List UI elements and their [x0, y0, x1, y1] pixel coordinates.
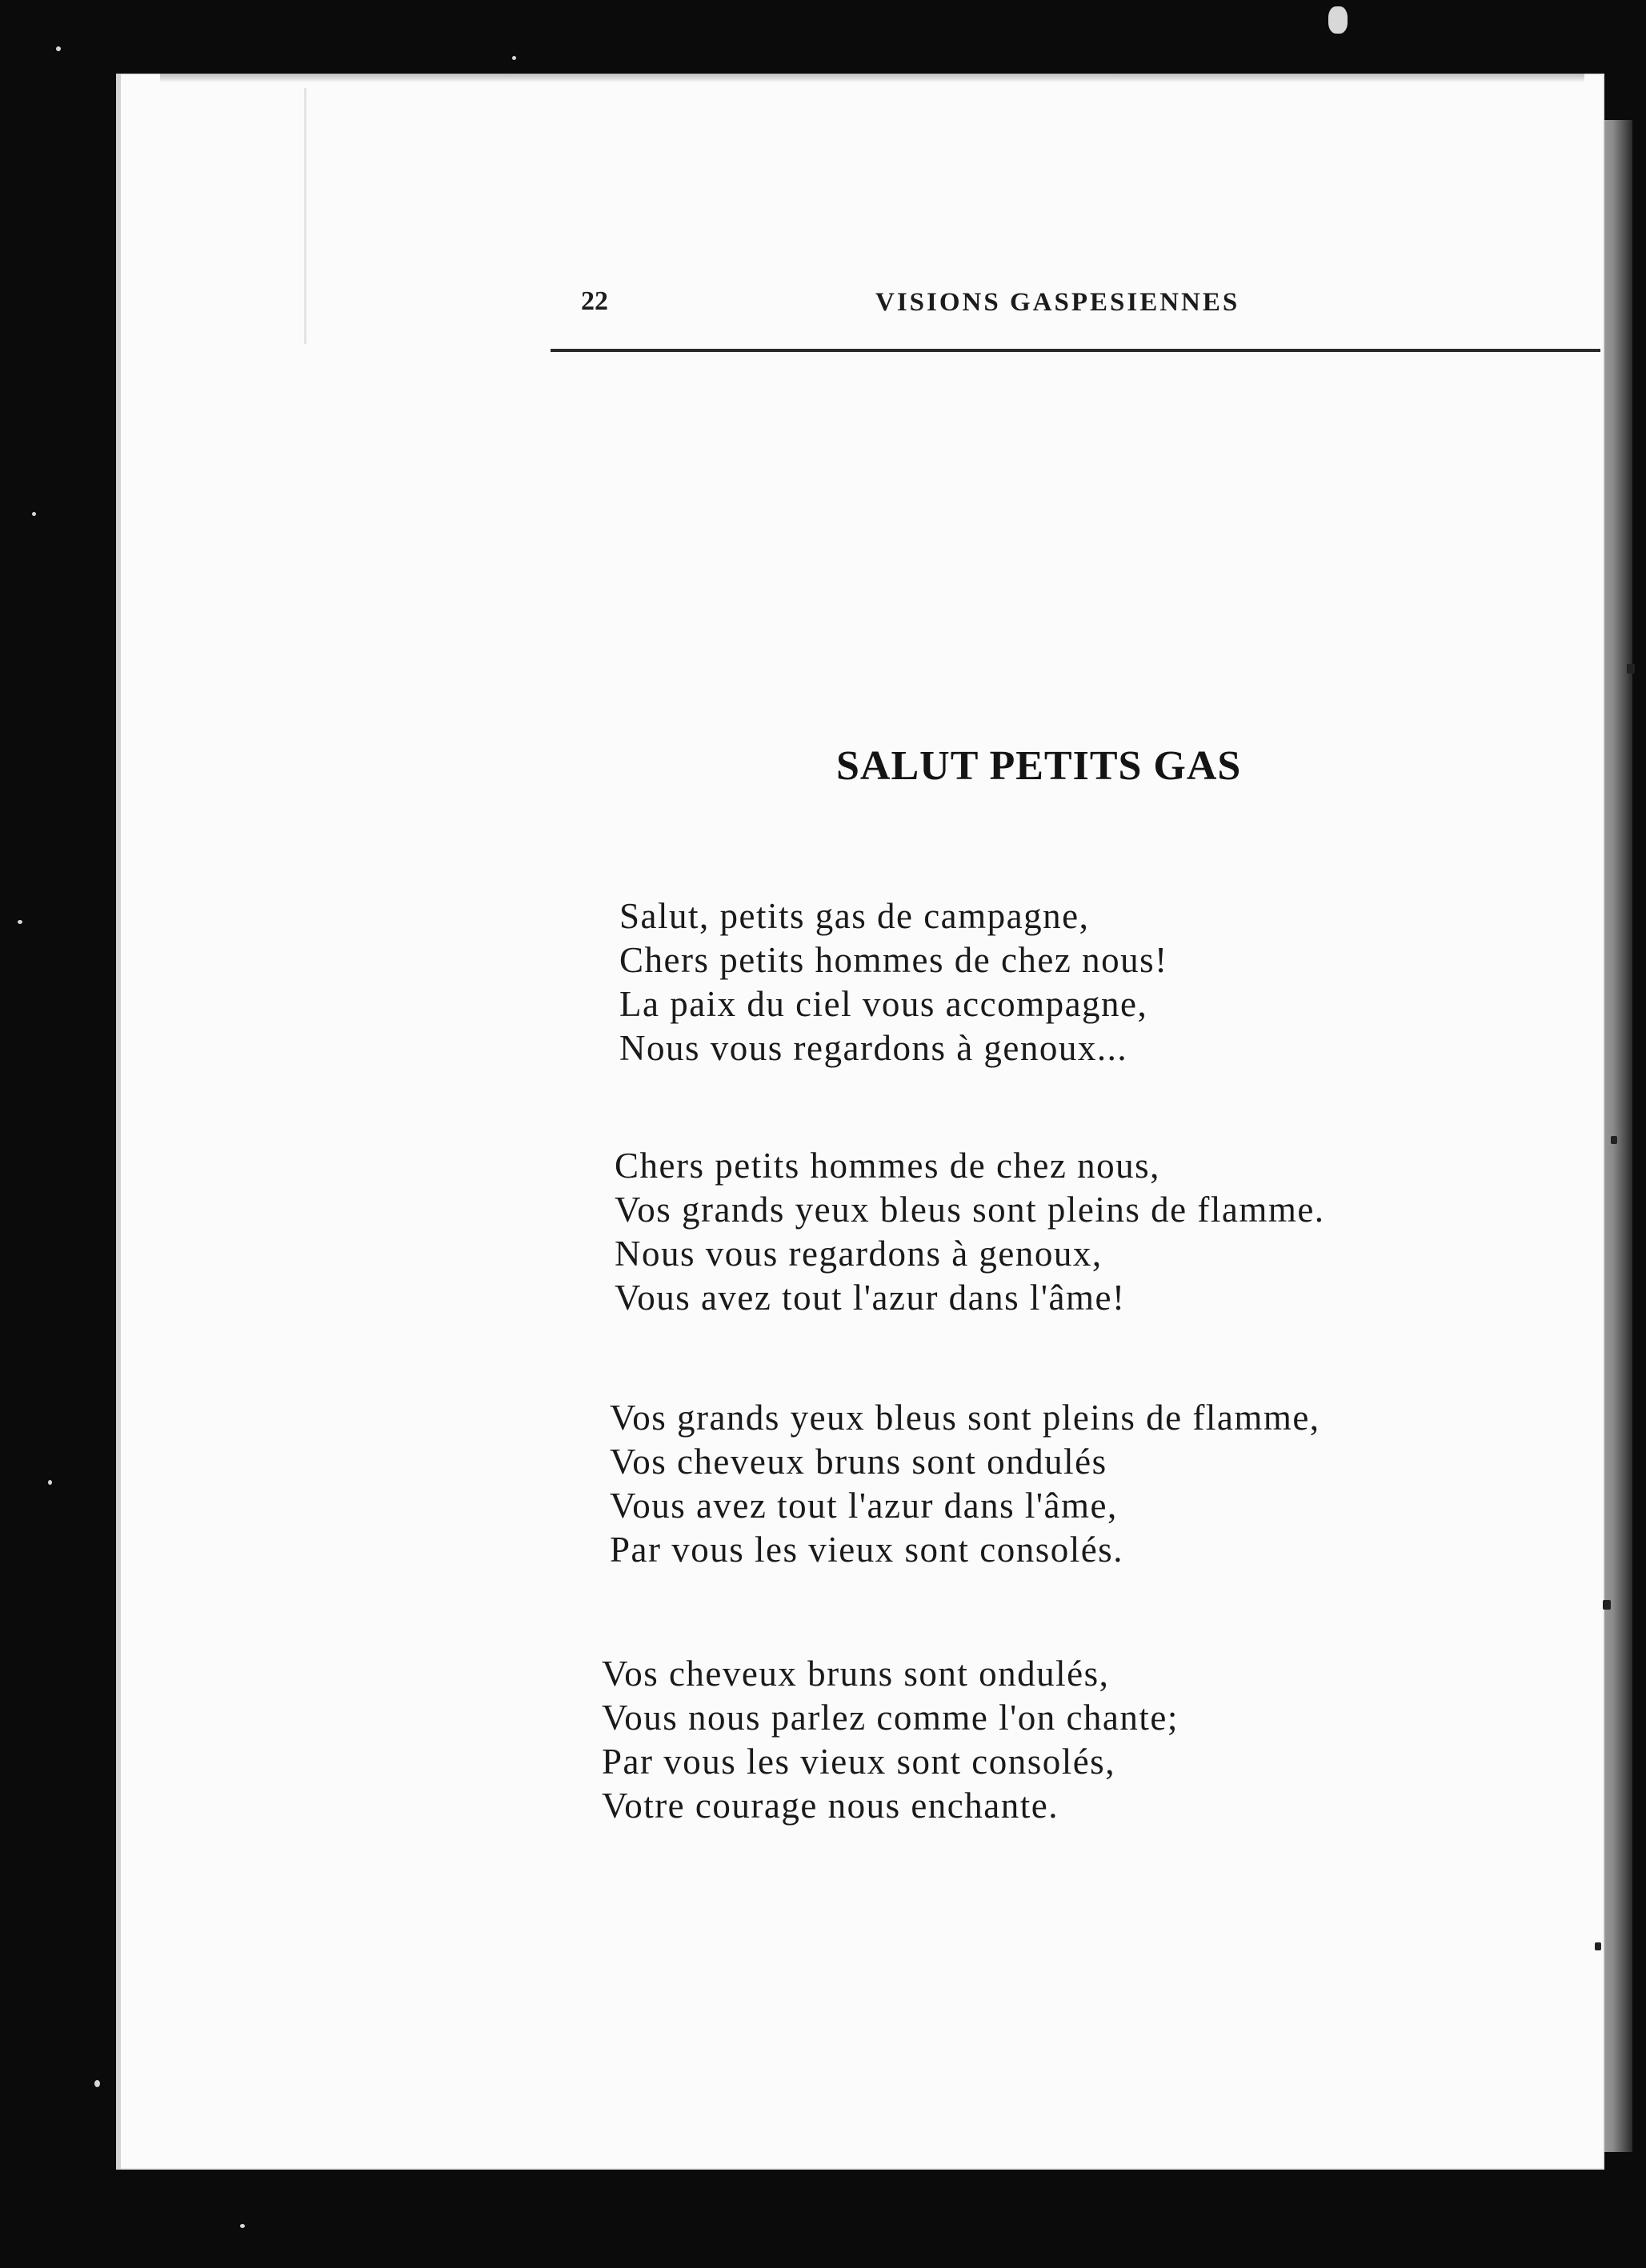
page-top-edge	[160, 74, 1584, 82]
scan-speck	[512, 56, 516, 60]
verse-line: Vous avez tout l'azur dans l'âme,	[610, 1486, 1118, 1526]
stanza	[610, 1396, 1320, 1572]
margin-mark	[1627, 664, 1635, 674]
stanza	[602, 1652, 1179, 1828]
stanza	[619, 894, 1168, 1070]
verse-line: Nous vous regardons à genoux...	[619, 1028, 1128, 1068]
scan-speck	[32, 512, 36, 516]
verse-line: Vos cheveux bruns sont ondulés,	[602, 1654, 1110, 1694]
verse-line: La paix du ciel vous accompagne,	[619, 984, 1148, 1024]
scan-speck	[56, 46, 61, 51]
verse-line: Chers petits hommes de chez nous!	[619, 940, 1168, 980]
verse-line: Vos grands yeux bleus sont pleins de flamme.	[615, 1190, 1325, 1230]
verse-line: Votre courage nous enchante.	[602, 1786, 1059, 1826]
verse-line: Par vous les vieux sont consolés.	[610, 1530, 1123, 1570]
stanza	[615, 1144, 1325, 1320]
running-title: VISIONS GASPESIENNES	[875, 288, 1240, 317]
page-fold-line	[304, 88, 306, 344]
running-header	[551, 282, 1600, 330]
verse-line: Vos cheveux bruns sont ondulés	[610, 1442, 1107, 1482]
margin-mark	[1603, 1600, 1611, 1610]
margin-mark	[1611, 1136, 1617, 1144]
scan-speck	[94, 2080, 100, 2087]
header-rule	[551, 349, 1600, 352]
scan-speck	[240, 2224, 245, 2228]
poem-title: SALUT PETITS GAS	[836, 743, 1242, 789]
verse-line: Vos grands yeux bleus sont pleins de flamme,	[610, 1398, 1320, 1438]
verse-line: Salut, petits gas de campagne,	[619, 896, 1090, 936]
verse-line: Par vous les vieux sont consolés,	[602, 1742, 1115, 1782]
scan-speck	[1328, 6, 1348, 34]
verse-line: Nous vous regardons à genoux,	[615, 1234, 1103, 1274]
verse-line: Vous nous parlez comme l'on chante;	[602, 1698, 1179, 1738]
page-number: 22	[581, 286, 608, 316]
margin-mark	[1595, 1942, 1601, 1950]
scan-speck	[48, 1480, 52, 1485]
verse-line: Vous avez tout l'azur dans l'âme!	[615, 1278, 1126, 1318]
book-page	[116, 74, 1604, 2170]
scan-speck	[18, 920, 22, 924]
verse-line: Chers petits hommes de chez nous,	[615, 1146, 1160, 1186]
page-left-edge	[116, 74, 121, 2170]
